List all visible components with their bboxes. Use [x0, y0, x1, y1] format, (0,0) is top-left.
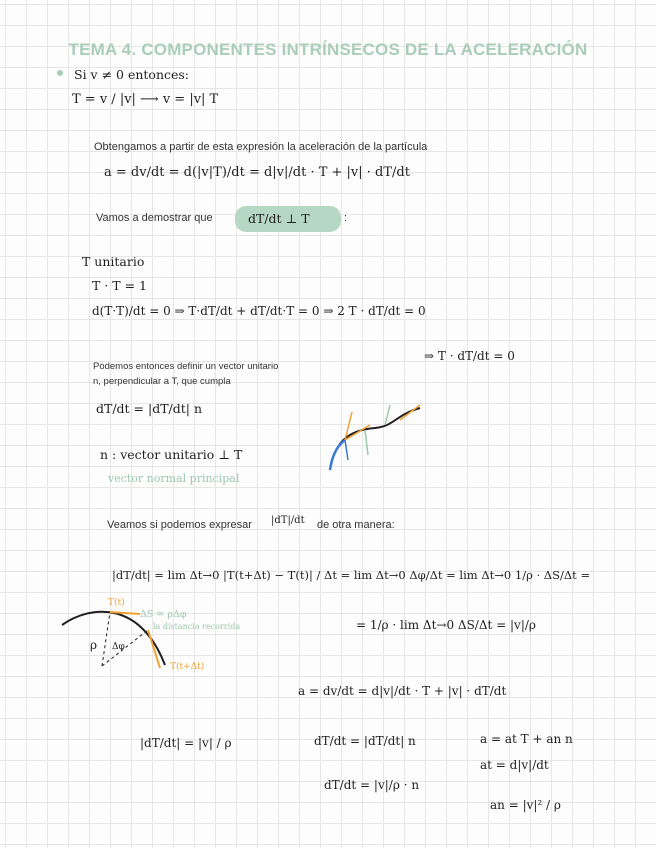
fig-arc-note: la distancia recorrida	[153, 622, 241, 631]
acceleration-intro-text: Obtengamos a partir de esta expresión la aceleración de la partícula	[94, 141, 428, 153]
acceleration-derivation: a = dv/dt = d(|v|T)/dt = d|v|/dt · T + |v| · dT/dt	[104, 165, 410, 180]
dot-product-unit: T · T = 1	[92, 278, 147, 293]
normal-acceleration: an = |v|² / ρ	[490, 798, 561, 812]
fig-label-t2: T(t+Δt)	[170, 662, 205, 672]
condition-line: Si v ≠ 0 entonces:	[74, 67, 190, 82]
perpendicular-claim: dT/dt ⊥ T	[248, 211, 310, 226]
tangential-acceleration: at = d|v|/dt	[480, 758, 549, 772]
colon: :	[344, 212, 348, 224]
unit-tangent-definition: T = v / |v| ⟶ v = |v| T	[72, 92, 219, 107]
demonstrate-text: Vamos a demostrar que	[96, 212, 213, 224]
normal-vector-text-2: n, perpendicular a T, que cumpla	[93, 376, 231, 387]
tangent-derivative-normal: dT/dt = |dT/dt| n	[314, 734, 416, 748]
orthogonality-result: ⇒ T · dT/dt = 0	[424, 349, 515, 363]
fig-delta-phi: Δφ	[112, 642, 125, 652]
principal-normal-note: vector normal principal	[108, 472, 240, 485]
unit-tangent-label: T unitario	[82, 254, 145, 269]
normal-vector-text-1: Podemos entonces definir un vector unitario	[93, 361, 279, 372]
page-title: TEMA 4. COMPONENTES INTRÍNSECOS DE LA ACELERACIÓN	[68, 40, 588, 59]
fig-label-t1: T(t)	[108, 598, 125, 608]
express-text-a: Veamos si podemos expresar	[107, 519, 252, 531]
tangent-derivative-magnitude: |dT/dt| = |v| / ρ	[140, 736, 232, 750]
express-text-b: de otra manera:	[317, 519, 395, 531]
normal-vector-label: n : vector unitario ⊥ T	[100, 447, 243, 462]
intrinsic-components: a = at T + an n	[480, 732, 573, 746]
fig-rho: ρ	[90, 638, 98, 652]
express-text-frac: |dT|/dt	[271, 515, 305, 526]
acceleration-decomposition: a = dv/dt = d|v|/dt · T + |v| · dT/dt	[298, 684, 507, 698]
limit-derivation-line-2: = 1/ρ · lim Δt→0 ΔS/Δt = |v|/ρ	[356, 618, 536, 632]
tangent-derivative-curvature: dT/dt = |v|/ρ · n	[324, 778, 420, 792]
normal-vector-definition: dT/dt = |dT/dt| n	[96, 401, 203, 416]
limit-derivation-line-1: |dT/dt| = lim Δt→0 |T(t+Δt) − T(t)| / Δt = lim Δt→0 Δφ/Δt = lim Δt→0 1/ρ · ΔS/Δt =	[112, 568, 591, 582]
derivative-dot-product: d(T·T)/dt = 0 ⇒ T·dT/dt + dT/dt·T = 0 ⇒ 2 T · dT/dt = 0	[92, 304, 426, 318]
fig-arc-length: ΔS = ρΔφ	[140, 609, 187, 620]
